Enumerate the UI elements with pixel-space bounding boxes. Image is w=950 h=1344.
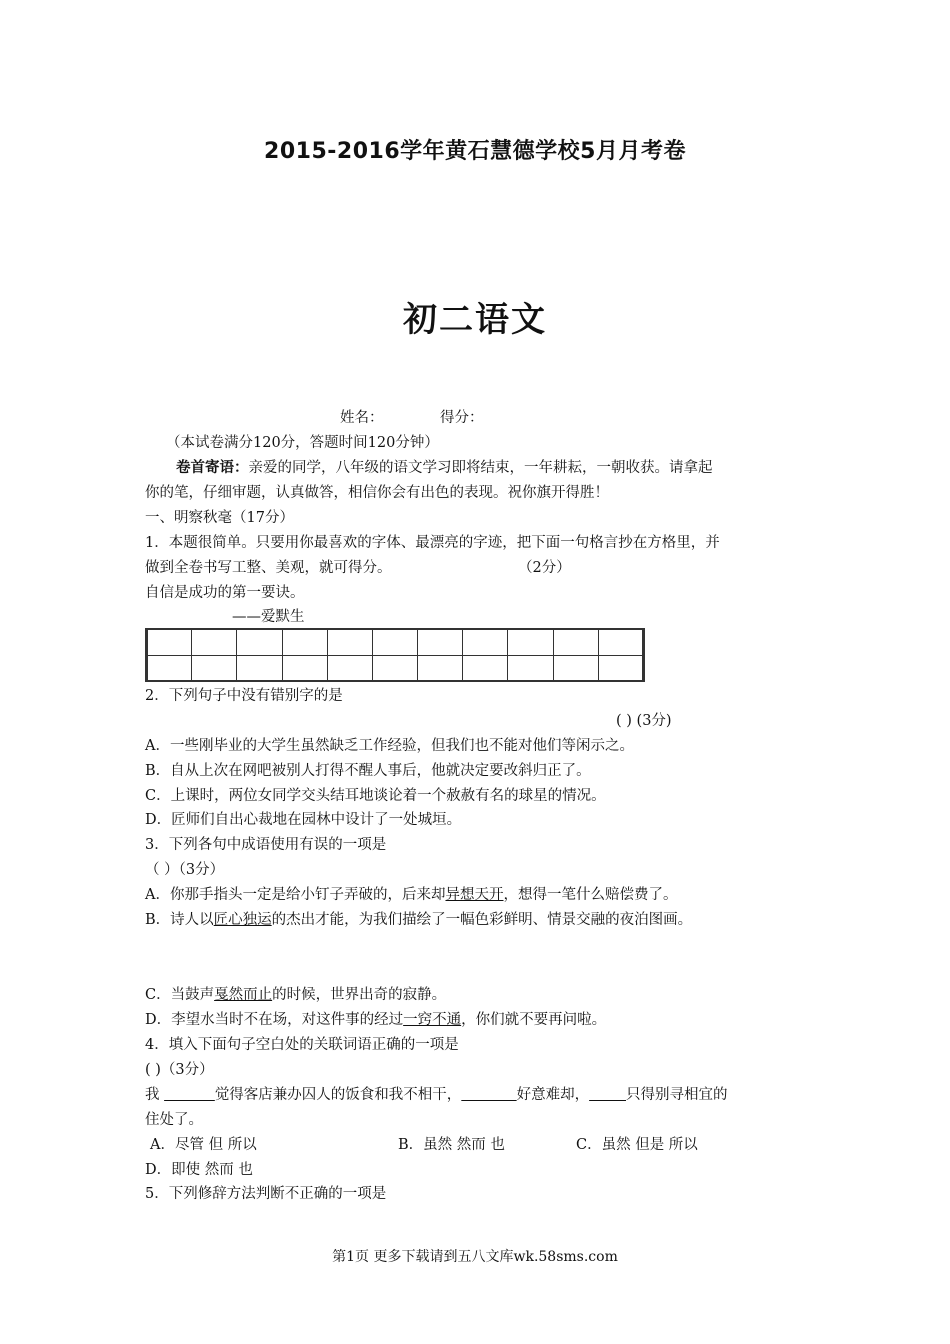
q4-blank-2[interactable] [461,1087,516,1103]
q3-option-a [145,883,677,904]
grid-cell[interactable] [147,630,192,656]
q1-score: （2分） [518,560,571,576]
q3-option-b [145,908,692,929]
q3-b-idiom: 匠心独运 [213,912,272,928]
q3-b-post: 的杰出才能，为我们描绘了一幅色彩鲜明、情景交融的夜泊图画。 [271,912,693,928]
grid-left-border [145,629,148,681]
q1-line-1: 1．本题很简单。只要用你最喜欢的字体、最漂亮的字迹，把下面一句格言抄在方格里，并 [145,535,720,551]
q2-option-a: A．一些刚毕业的大学生虽然缺乏工作经验，但我们也不能对他们等闲示之。 [145,738,634,754]
grid-cell[interactable] [372,630,417,656]
q4-option-c: C．虽然 但是 所以 [576,1137,698,1153]
grid-cell[interactable] [192,655,237,681]
grid-cell[interactable] [463,655,508,681]
q4-blank-1[interactable] [164,1087,215,1103]
q4-stem: 4．填入下面句子空白处的关联词语正确的一项是 [145,1037,459,1053]
grid-cell[interactable] [327,655,372,681]
preface-label: 卷首寄语： [176,459,249,476]
grid-cell[interactable] [508,655,553,681]
page-footer: 第1页 更多下载请到五八文库wk.58sms.com [332,1249,618,1265]
q4-s-post: 只得别寻相宜的 [626,1087,728,1103]
preface-line-1 [176,456,713,477]
grid-cell[interactable] [147,655,192,681]
q4-option-b: B．虽然 然而 也 [398,1137,505,1153]
grid-row [147,655,644,681]
grid-cell[interactable] [192,630,237,656]
q3-b-pre: B．诗人以 [145,912,214,928]
q3-stem: 3．下列各句中成语使用有误的一项是 [145,837,387,853]
name-label: 姓名： [340,410,384,426]
grid-cell[interactable] [553,630,598,656]
q2-option-c: C．上课时，两位女同学交头结耳地谈论着一个赦赦有名的球星的情况。 [145,788,606,804]
q1-author: ——爱默生 [232,609,305,625]
grid-cell[interactable] [237,655,282,681]
q4-option-d: D．即使 然而 也 [145,1162,253,1178]
q2-stem: 2．下列句子中没有错别字的是 [145,688,343,704]
writing-grid-table [146,629,644,681]
grid-cell[interactable] [508,630,553,656]
grid-cell[interactable] [372,655,417,681]
grid-cell[interactable] [418,655,463,681]
grid-cell[interactable] [463,630,508,656]
grid-cell[interactable] [598,630,643,656]
grid-cell[interactable] [598,655,643,681]
grid-right-border [642,629,645,681]
q3-option-d [145,1008,606,1029]
section-1-heading: 一、明察秋毫（17分） [145,510,294,526]
q1-quote: 自信是成功的第一要诀。 [145,585,305,601]
q3-d-pre: D．李望水当时不在场，对这件事的经过 [145,1012,404,1028]
q4-s-mid-1: 觉得客店兼办囚人的饭食和我不相干， [214,1087,462,1103]
exam-note: （本试卷满分120分，答题时间120分钟） [166,435,439,451]
q3-answer-paren[interactable]: （ ）（3分） [145,862,225,878]
q3-d-idiom: 一窍不通 [403,1012,462,1028]
q4-sentence-line-2: 住处了。 [145,1112,203,1128]
preface-text-1: 亲爱的同学，八年级的语文学习即将结束，一年耕耘，一朝收获。请拿起 [248,460,713,476]
q3-a-post: ，想得一笔什么赔偿费了。 [503,887,678,903]
q3-a-idiom: 异想天开 [445,887,504,903]
grid-row [147,630,644,656]
q5-stem: 5．下列修辞方法判断不正确的一项是 [145,1186,387,1202]
q3-c-post: 的时候，世界出奇的寂静。 [272,987,447,1003]
q3-c-pre: C．当鼓声 [145,987,215,1003]
exam-title: 2015-2016学年黄石慧德学校5月月考卷 [264,139,686,164]
q2-option-b: B．自从上次在网吧被别人打得不醒人事后，他就决定要改斜归正了。 [145,763,591,779]
grid-cell[interactable] [553,655,598,681]
q2-option-d: D．匠师们自出心裁地在园林中设计了一处城垣。 [145,812,462,828]
subject-title: 初二语文 [403,300,547,340]
q4-sentence-line-1 [145,1083,728,1104]
q3-a-pre: A．你那手指头一定是给小钉子弄破的，后来却 [145,887,446,903]
q4-answer-paren[interactable]: ( )（3分） [145,1062,214,1078]
grid-cell[interactable] [237,630,282,656]
writing-grid[interactable] [145,628,645,682]
q3-option-c [145,983,446,1004]
q3-d-post: ，你们就不要再问啦。 [461,1012,607,1028]
q2-answer-paren[interactable]: ( ) (3分) [616,713,672,729]
grid-cell[interactable] [282,655,327,681]
q4-s-mid-2: 好意难却， [516,1087,590,1103]
q1-line-2: 做到全卷书写工整、美观，就可得分。 [145,560,392,576]
q4-s-pre: 我 [145,1087,160,1103]
grid-cell[interactable] [282,630,327,656]
q3-c-idiom: 戛然而止 [214,987,273,1003]
q4-blank-3[interactable] [589,1087,626,1103]
score-label: 得分： [440,410,484,426]
grid-cell[interactable] [327,630,372,656]
grid-cell[interactable] [418,630,463,656]
q4-option-a: A．尽管 但 所以 [150,1137,257,1153]
preface-line-2: 你的笔，仔细审题，认真做答，相信你会有出色的表现。祝你旗开得胜！ [145,485,609,501]
